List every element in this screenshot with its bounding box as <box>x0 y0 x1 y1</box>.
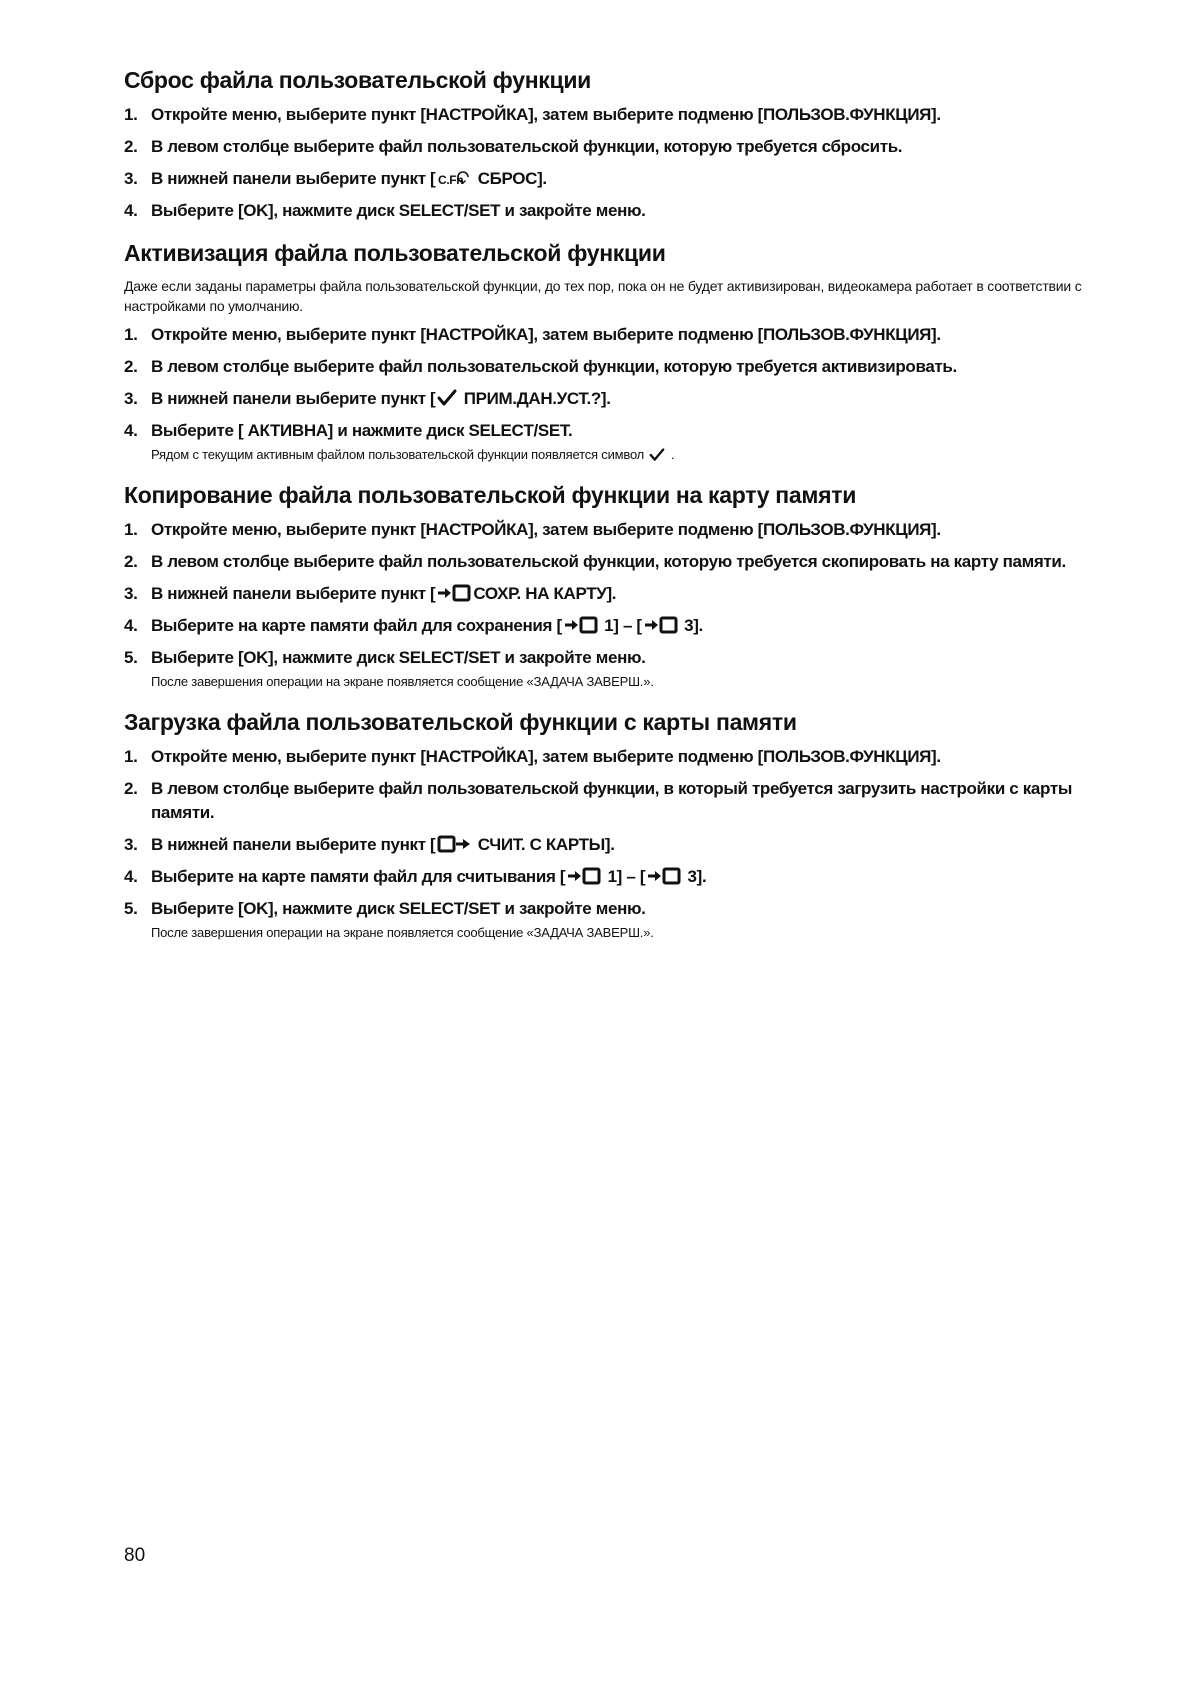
step-number: 5. <box>124 648 138 667</box>
list-item <box>124 865 1104 889</box>
step-text: Откройте меню, выберите пункт [НАСТРОЙКА], затем выберите подменю [ПОЛЬЗОВ.ФУНКЦИЯ]. <box>151 520 941 539</box>
step-text: В нижней панели выберите пункт [ <box>151 584 436 603</box>
step-number: 3. <box>124 835 138 854</box>
step-text: Откройте меню, выберите пункт [НАСТРОЙКА], затем выберите подменю [ПОЛЬЗОВ.ФУНКЦИЯ]. <box>151 747 941 766</box>
step-text: СБРОС]. <box>473 169 547 188</box>
list-item <box>124 646 1104 692</box>
step-text: Выберите [OK], нажмите диск SELECT/SET и закройте меню. <box>151 648 646 667</box>
step-text: Выберите [ АКТИВНА] и нажмите диск SELECT/SET. <box>151 421 573 440</box>
step-text: Выберите [OK], нажмите диск SELECT/SET и закройте меню. <box>151 201 646 220</box>
step-text: СОХР. НА КАРТУ]. <box>473 584 617 603</box>
step-number: 5. <box>124 899 138 918</box>
step-text: В левом столбце выберите файл пользовательской функции, которую требуется скопировать на карту памяти. <box>151 552 1066 571</box>
step-text: Откройте меню, выберите пункт [НАСТРОЙКА], затем выберите подменю [ПОЛЬЗОВ.ФУНКЦИЯ]. <box>151 105 941 124</box>
step-number: 4. <box>124 867 138 886</box>
save-to-card-icon <box>644 616 678 634</box>
section-reset <box>124 64 1104 223</box>
step-number: 3. <box>124 584 138 603</box>
section-title: Копирование файла пользовательской функции на карту памяти <box>124 482 857 508</box>
step-number: 1. <box>124 520 138 539</box>
step-number: 2. <box>124 779 138 798</box>
step-number: 2. <box>124 552 138 571</box>
intro-paragraph: Даже если заданы параметры файла пользовательской функции, до тех пор, пока он не будет активизирован, видеокамера работает в соответствии с настройками по умолчанию. <box>124 278 1082 314</box>
step-text: В левом столбце выберите файл пользовательской функции, в который требуется загрузить настройки с карты памяти. <box>151 779 1072 822</box>
step-number: 4. <box>124 201 138 220</box>
step-number: 4. <box>124 421 138 440</box>
check-mark-icon <box>437 389 457 407</box>
step-text: В нижней панели выберите пункт [ <box>151 169 436 188</box>
custom-function-reset-icon <box>437 169 471 187</box>
save-to-card-icon <box>437 584 471 602</box>
list-item <box>124 323 1104 347</box>
section-title: Загрузка файла пользовательской функции с карты памяти <box>124 709 797 735</box>
step-text: В левом столбце выберите файл пользовательской функции, которую требуется сбросить. <box>151 137 903 156</box>
list-item <box>124 745 1104 769</box>
list-item <box>124 518 1104 542</box>
step-number: 2. <box>124 357 138 376</box>
svg-text:C.Fn: C.Fn <box>438 173 464 187</box>
list-item <box>124 199 1104 223</box>
note-text: . <box>667 447 675 462</box>
step-note <box>151 445 1104 465</box>
load-from-card-icon <box>437 835 471 853</box>
list-item <box>124 355 1104 379</box>
step-text: 1] – [ <box>603 867 646 886</box>
save-to-card-icon <box>567 867 601 885</box>
step-text: В нижней панели выберите пункт [ <box>151 389 436 408</box>
section-activate <box>124 237 1104 465</box>
step-text: 3]. <box>683 867 707 886</box>
step-text: Выберите на карте памяти файл для считывания [ <box>151 867 566 886</box>
step-text: 3]. <box>679 616 703 635</box>
save-to-card-icon <box>564 616 598 634</box>
list-item <box>124 777 1104 825</box>
step-text: Выберите на карте памяти файл для сохранения [ <box>151 616 562 635</box>
save-to-card-icon <box>647 867 681 885</box>
step-text: Откройте меню, выберите пункт [НАСТРОЙКА], затем выберите подменю [ПОЛЬЗОВ.ФУНКЦИЯ]. <box>151 325 941 344</box>
section-copy-to-card <box>124 479 1104 692</box>
list-item <box>124 582 1104 606</box>
step-text: В левом столбце выберите файл пользовательской функции, которую требуется активизировать. <box>151 357 957 376</box>
step-number: 3. <box>124 169 138 188</box>
step-note: После завершения операции на экране появляется сообщение «ЗАДАЧА ЗАВЕРШ.». <box>151 674 654 689</box>
steps-list <box>124 745 1104 943</box>
section-title: Активизация файла пользовательской функции <box>124 240 666 266</box>
list-item <box>124 550 1104 574</box>
check-mark-icon <box>649 448 665 462</box>
step-text: ПРИМ.ДАН.УСТ.?]. <box>459 389 611 408</box>
page-number: 80 <box>124 1545 146 1566</box>
list-item <box>124 103 1104 127</box>
step-number: 1. <box>124 105 138 124</box>
step-text: СЧИТ. С КАРТЫ]. <box>473 835 615 854</box>
step-text: 1] – [ <box>599 616 642 635</box>
list-item <box>124 897 1104 943</box>
step-number: 1. <box>124 325 138 344</box>
step-text: Выберите [OK], нажмите диск SELECT/SET и закройте меню. <box>151 899 646 918</box>
steps-list <box>124 323 1104 465</box>
step-text: В нижней панели выберите пункт [ <box>151 835 436 854</box>
step-number: 2. <box>124 137 138 156</box>
list-item <box>124 167 1104 191</box>
list-item <box>124 419 1104 465</box>
list-item <box>124 135 1104 159</box>
steps-list <box>124 103 1104 223</box>
list-item <box>124 387 1104 411</box>
step-number: 1. <box>124 747 138 766</box>
list-item <box>124 833 1104 857</box>
steps-list <box>124 518 1104 692</box>
document-page <box>124 64 1104 957</box>
step-note: После завершения операции на экране появляется сообщение «ЗАДАЧА ЗАВЕРШ.». <box>151 925 654 940</box>
section-load-from-card <box>124 706 1104 943</box>
step-number: 4. <box>124 616 138 635</box>
step-number: 3. <box>124 389 138 408</box>
note-text: Рядом с текущим активным файлом пользовательской функции появляется символ <box>151 447 648 462</box>
list-item <box>124 614 1104 638</box>
section-title: Сброс файла пользовательской функции <box>124 67 592 93</box>
